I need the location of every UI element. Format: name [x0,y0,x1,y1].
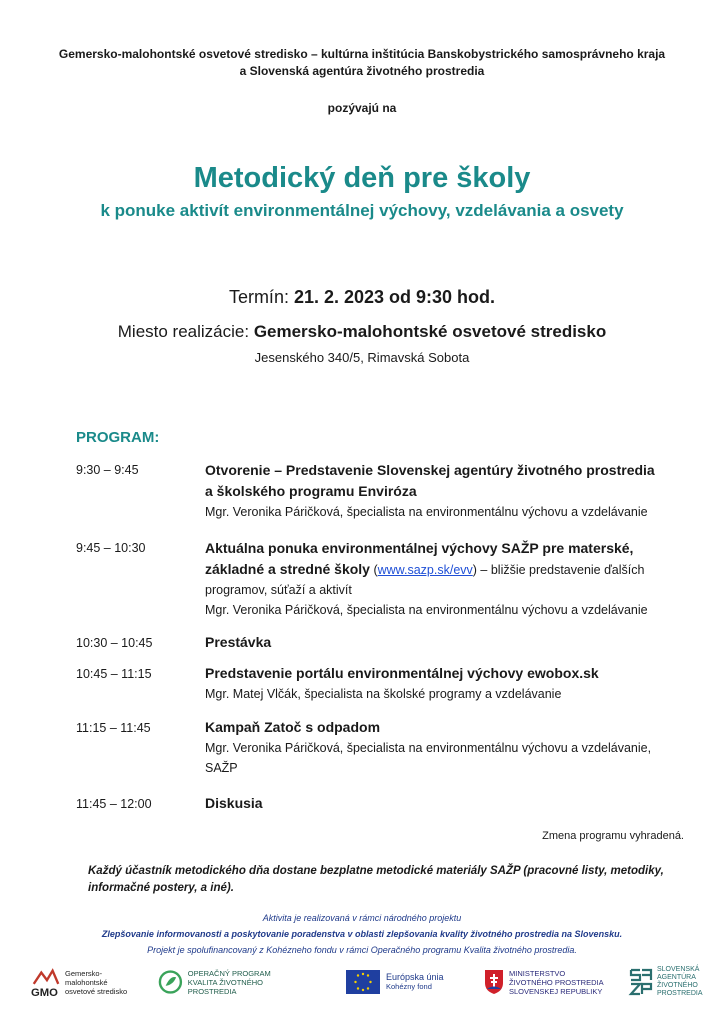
leaf-circle-icon [158,969,183,995]
program-item-2-link-open: ( [369,563,378,577]
gmo-abbr: GMO [30,987,58,1000]
invite-text: pozývajú na [327,101,397,115]
program-item-2-speaker: Mgr. Veronika Páričková, špecialista na environmentálnu výchovu a vzdelávanie [205,603,648,617]
program-item-2-link-rest: ) – bližšie predstavenie ďalších [472,563,645,577]
ministry-logo-text-1: MINISTERSTVO [509,968,566,978]
materials-notice-line-1: Každý účastník metodického dňa dostane bezplatne metodické materiály SAŽP (pracovné listy, metodiky, [88,865,664,877]
eu-logo-text-2: Kohézny fond [386,982,432,991]
sazp-logo-text-1: SLOVENSKÁ [657,966,700,973]
program-item-2-title-2-line [205,559,695,580]
program-item-1-title-2: a školského programu Enviróza [205,483,417,499]
page-subtitle: k ponuke aktivít environmentálnej výchovy, vzdelávania a osvety [100,201,624,220]
miesto-value: Gemersko-malohontské osvetové stredisko [253,322,607,341]
program-item-5-title: Kampaň Zatoč s odpadom [205,719,381,735]
program-time-5: 11:15 – 11:45 [76,721,151,735]
program-item-4 [205,663,695,704]
eu-logo-text-1: Európska únia [386,972,444,982]
miesto-line [0,322,724,342]
program-item-6 [205,793,695,814]
gmo-logo [30,962,140,1002]
footer-line-2: Zlepšovanie informovanosti a poskytovanie poradenstva v oblasti zlepšovania kvality životného prostredia na Slovensku. [101,929,623,939]
program-item-2 [205,538,695,620]
miesto-address: Jesenského 340/5, Rimavská Sobota [254,350,470,365]
materials-notice [88,863,688,897]
termin-value: 21. 2. 2023 od 9:30 hod. [293,287,496,307]
program-item-2-title-2: základné a stredné školy [205,561,370,577]
program-item-5-speaker-2: SAŽP [205,761,238,775]
header-line-1: Gemersko-malohontské osvetové stredisko – kultúrna inštitúcia Banskobystrického samosprávneho kraja [58,47,666,61]
program-time-2: 9:45 – 10:30 [76,541,146,555]
gmo-logo-text-1: Gemersko-malohontské [65,968,108,987]
program-item-4-title: Predstavenie portálu environmentálnej výchovy ewobox.sk [205,665,599,681]
miesto-label: Miesto realizácie: [117,322,254,341]
sazp-logo-icon [628,967,654,997]
program-time-4: 10:45 – 11:15 [76,667,152,681]
ministry-logo-text-3: SLOVENSKEJ REPUBLIKY [509,986,603,996]
op-logo-text-2: KVALITA ŽIVOTNÉHO PROSTREDIA [187,977,263,996]
sazp-logo-text-2: AGENTÚRA [657,974,696,981]
program-item-5-speaker-1: Mgr. Veronika Páričková, špecialista na environmentálnu výchovu a vzdelávanie, [205,741,652,755]
ministry-logo-text-2: ŽIVOTNÉHO PROSTREDIA [509,977,604,987]
program-item-6-title: Diskusia [205,795,263,811]
page-title: Metodický deň pre školy [193,162,531,194]
program-time-1: 9:30 – 9:45 [76,463,139,477]
program-item-3 [205,632,695,653]
materials-notice-line-2: informačné postery, a iné). [88,882,234,894]
termin-line [0,287,724,308]
program-item-3-title: Prestávka [205,634,272,650]
termin-label: Termín: [228,287,294,307]
program-item-2-title-1: Aktuálna ponuka environmentálnej výchovy SAŽP pre materské, [205,540,634,556]
program-item-4-speaker: Mgr. Matej Vlčák, špecialista na školské programy a vzdelávanie [205,687,562,701]
program-time-6: 11:45 – 12:00 [76,797,152,811]
op-kzp-logo [158,962,308,1002]
ministry-logo [484,962,604,1002]
eu-logo [346,962,456,1002]
sazp-evv-link[interactable]: www.sazp.sk/evv [377,563,473,577]
op-logo-text-1: OPERAČNÝ PROGRAM [187,968,271,978]
sazp-logo [628,962,704,1002]
footer-line-1: Aktivita je realizovaná v rámci národného projektu [262,913,462,923]
gmo-logo-text-2: osvetové stredisko [65,986,128,996]
header-line-2: a Slovenská agentúra životného prostredia [239,64,485,78]
program-item-1 [205,460,695,522]
program-item-1-speaker: Mgr. Veronika Páričková, špecialista na environmentálnu výchovu a vzdelávanie [205,505,648,519]
sazp-logo-text-3: ŽIVOTNÉHO [657,982,698,989]
program-change-note: Zmena programu vyhradená. [542,830,684,842]
gmo-logo-icon [30,964,62,1000]
sazp-logo-text-4: PROSTREDIA [657,990,703,997]
eu-flag-icon [346,970,380,994]
program-item-5 [205,717,695,778]
program-item-1-title-1: Otvorenie – Predstavenie Slovenskej agentúry životného prostredia [205,462,655,478]
slovak-coat-of-arms-icon [484,969,504,995]
footer-line-3: Projekt je spolufinancovaný z Kohézneho fondu v rámci Operačného programu Kvalita životného prostredia. [147,945,577,955]
program-item-2-note-2: programov, súťaží a aktivít [205,583,352,597]
program-heading: PROGRAM: [76,429,160,446]
program-time-3: 10:30 – 10:45 [76,636,153,650]
